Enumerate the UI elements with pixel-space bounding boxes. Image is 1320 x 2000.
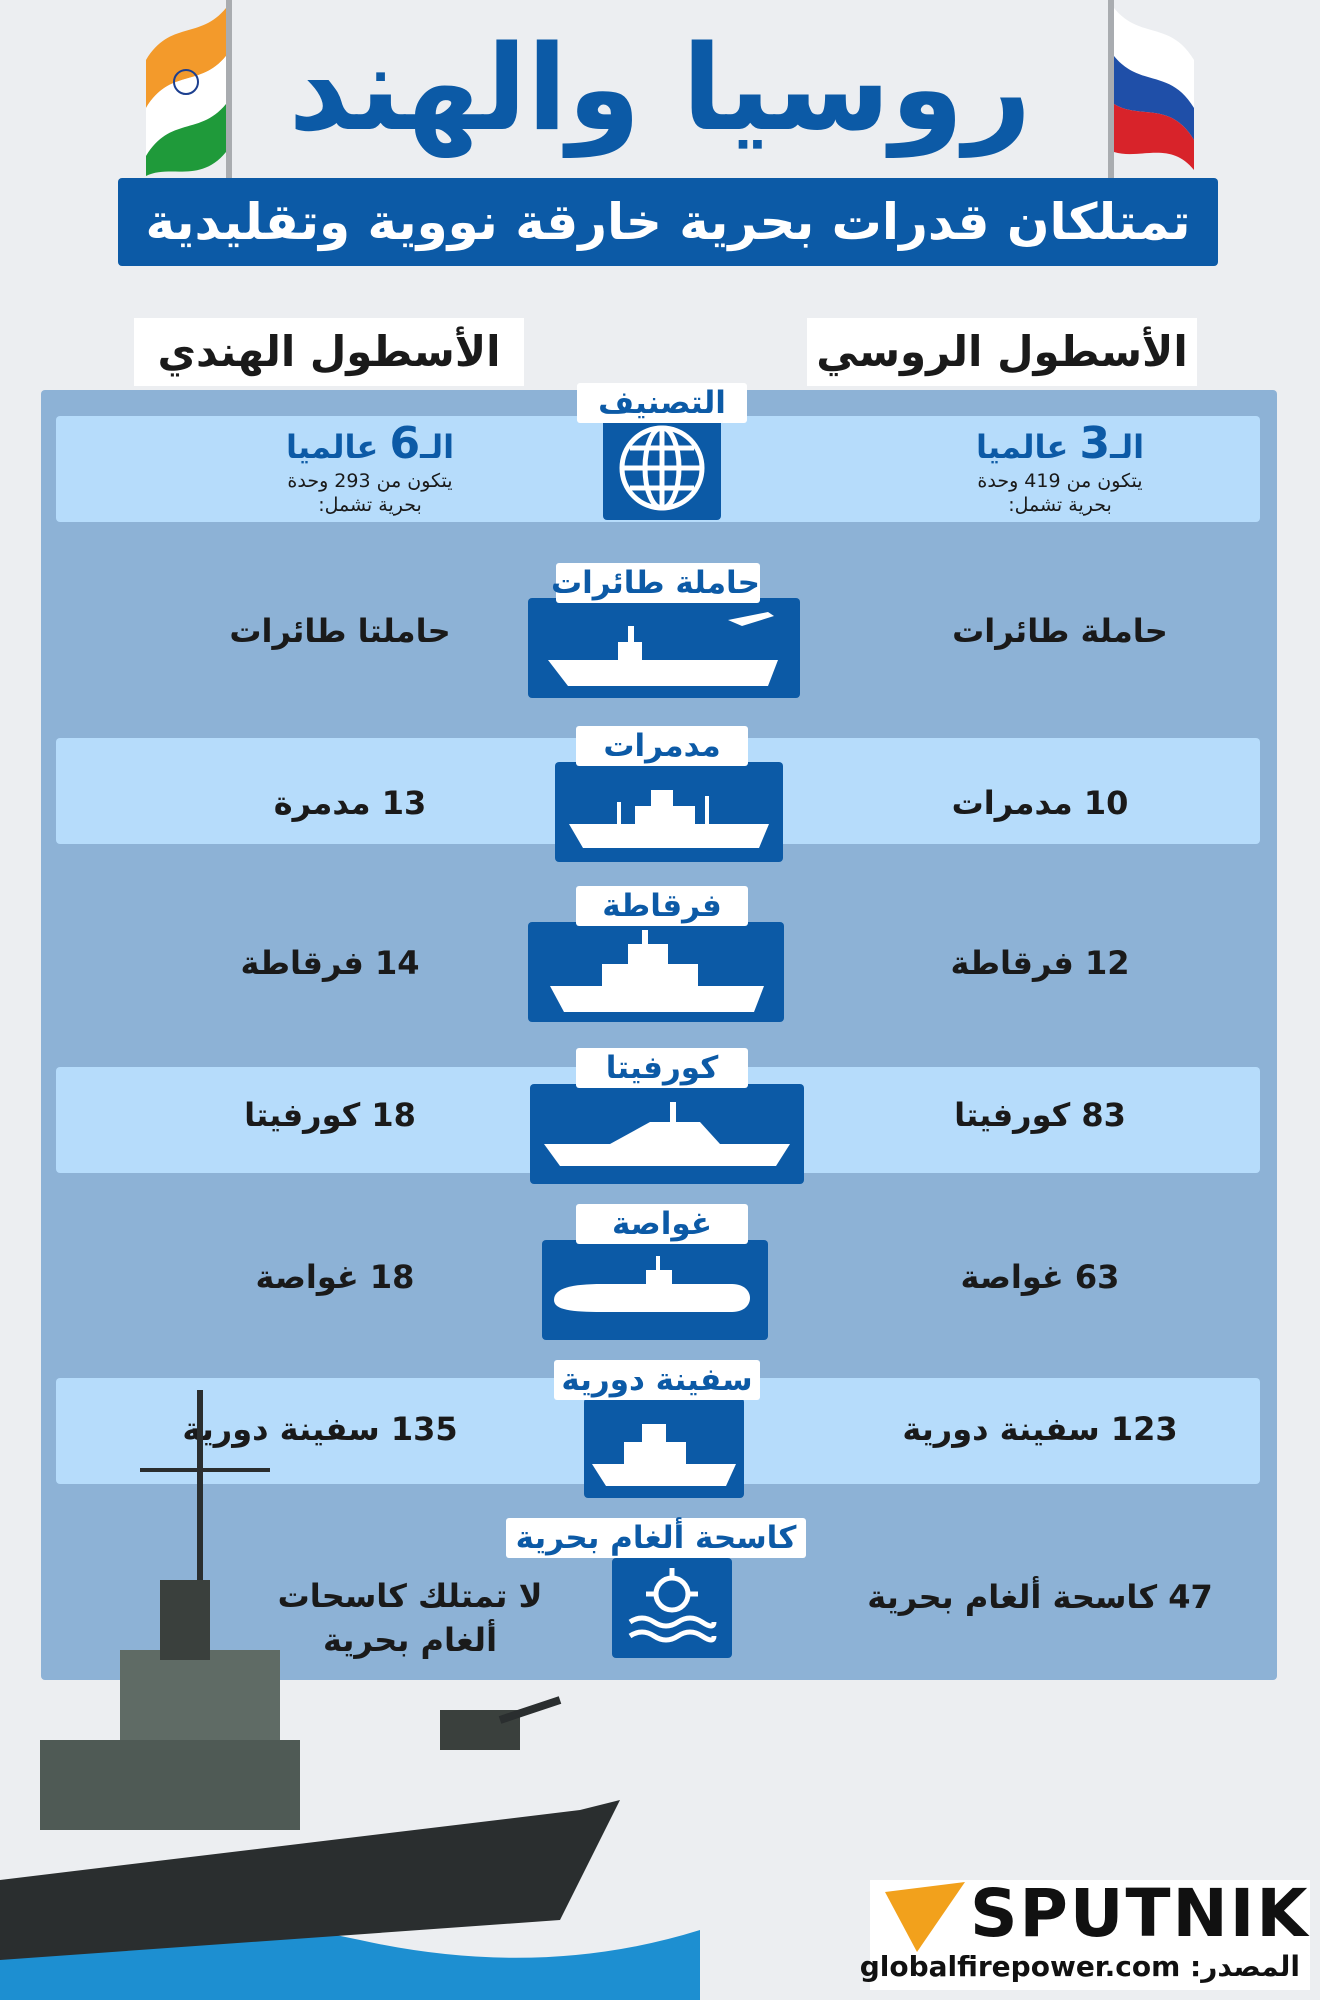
india-submarines: 18 غواصة bbox=[255, 1258, 415, 1296]
india-aircraft-carrier: حاملتا طائرات bbox=[229, 612, 451, 650]
page-subtitle: تمتلكان قدرات بحرية خارقة نووية وتقليدية bbox=[118, 178, 1218, 266]
india-rank-prefix: الـ bbox=[420, 428, 455, 466]
sputnik-logo-icon bbox=[885, 1882, 965, 1952]
russia-patrol-vessels: 123 سفينة دورية bbox=[902, 1410, 1178, 1448]
ranking-label: التصنيف bbox=[577, 383, 747, 423]
russia-units-note: بحرية تشمل: bbox=[1008, 494, 1112, 516]
corvette-icon bbox=[530, 1084, 804, 1184]
minesweeper-label: كاسحة ألغام بحرية bbox=[506, 1518, 806, 1558]
aircraft-carrier-label: حاملة طائرات bbox=[551, 565, 760, 601]
ranking-globe-icon bbox=[603, 416, 721, 520]
russia-rank-suffix: عالميا bbox=[975, 428, 1069, 466]
patrol-vessel-label: سفينة دورية bbox=[554, 1360, 760, 1400]
russia-rank bbox=[880, 418, 1240, 469]
destroyer-icon bbox=[555, 762, 783, 862]
submarine-icon bbox=[542, 1240, 768, 1340]
india-patrol-vessels: 135 سفينة دورية bbox=[182, 1410, 458, 1448]
frigate-icon bbox=[528, 922, 784, 1022]
india-units-note: بحرية تشمل: bbox=[318, 494, 422, 516]
sputnik-brand: SPUTNIK bbox=[970, 1875, 1310, 1952]
india-destroyers: 13 مدمرة bbox=[273, 784, 427, 822]
source-url[interactable]: globalfirepower.com bbox=[859, 1950, 1181, 1983]
russia-submarines: 63 غواصة bbox=[960, 1258, 1120, 1296]
india-units: يتكون من 293 وحدة bbox=[287, 470, 453, 492]
warship-illustration bbox=[0, 1380, 700, 2000]
destroyers-label: مدمرات bbox=[576, 726, 748, 766]
russia-minesweepers: 47 كاسحة ألغام بحرية bbox=[867, 1578, 1213, 1616]
source bbox=[859, 1950, 1300, 1983]
page-title: روسيا والهند bbox=[288, 19, 1032, 157]
corvette-label: كورفيتا bbox=[576, 1048, 748, 1088]
india-rank-number: 6 bbox=[389, 418, 421, 469]
russia-destroyers: 10 مدمرات bbox=[951, 784, 1129, 822]
india-fleet-label: الأسطول الهندي bbox=[134, 318, 524, 386]
india-minesweepers-line2: ألغام بحرية bbox=[322, 1621, 498, 1659]
russia-fleet-label: الأسطول الروسي bbox=[807, 318, 1197, 386]
russia-frigates: 12 فرقاطة bbox=[950, 944, 1130, 982]
india-corvettes: 18 كورفيتا bbox=[244, 1096, 416, 1134]
submarine-label: غواصة bbox=[576, 1204, 748, 1244]
russia-rank-prefix: الـ bbox=[1110, 428, 1145, 466]
russia-corvettes: 83 كورفيتا bbox=[954, 1096, 1126, 1134]
russia-aircraft-carrier: حاملة طائرات bbox=[952, 612, 1168, 650]
india-rank-suffix: عالميا bbox=[285, 428, 379, 466]
source-label: المصدر: bbox=[1190, 1950, 1300, 1983]
india-frigates: 14 فرقاطة bbox=[240, 944, 420, 982]
russia-units: يتكون من 419 وحدة bbox=[977, 470, 1143, 492]
frigate-label: فرقاطة bbox=[576, 886, 748, 926]
aircraft-carrier-icon bbox=[528, 598, 800, 698]
india-minesweepers-line1: لا تمتلك كاسحات bbox=[277, 1577, 543, 1615]
russia-rank-number: 3 bbox=[1079, 418, 1111, 469]
russia-ranking bbox=[880, 418, 1240, 517]
india-ranking bbox=[190, 418, 550, 517]
india-rank bbox=[190, 418, 550, 469]
